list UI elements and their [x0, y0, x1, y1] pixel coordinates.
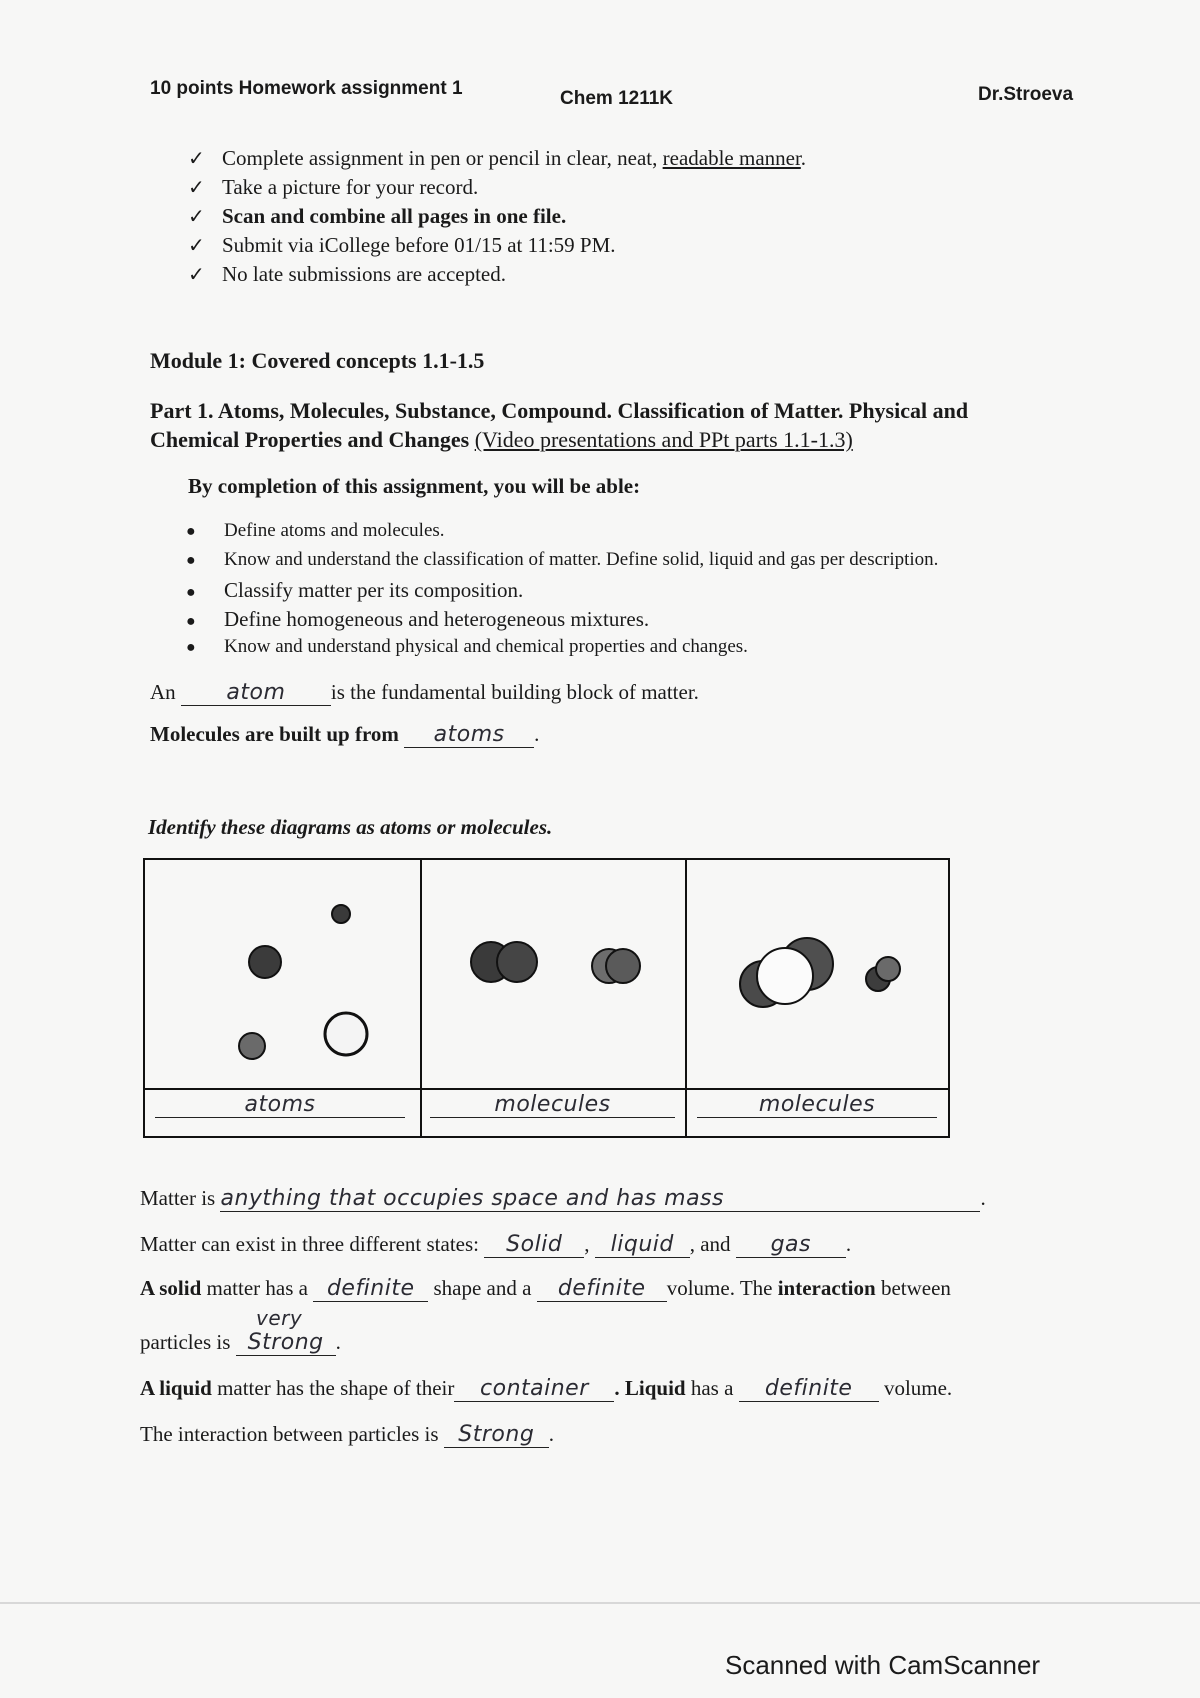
objective-text: Define homogeneous and heterogeneous mixtures. [224, 607, 650, 631]
bullet-icon: ● [186, 584, 196, 601]
objective-text: Define atoms and molecules. [224, 520, 445, 541]
question-atom [150, 680, 699, 706]
answer-matter[interactable]: anything that occupies space and has mass [220, 1187, 980, 1212]
instruction-list [188, 146, 806, 291]
camscanner-watermark: Scanned with CamScanner [725, 1650, 1041, 1680]
check-icon: ✓ [188, 148, 205, 170]
instruction-item [188, 175, 806, 204]
objective-text: Know and understand the classification of matter. Define solid, liquid and gas per description. [224, 549, 939, 570]
check-icon: ✓ [188, 206, 205, 228]
question-text: . [845, 1232, 852, 1256]
question-text: volume. The [666, 1276, 778, 1300]
molecule-atom [876, 957, 900, 981]
check-icon: ✓ [188, 177, 205, 199]
question-text: The interaction between particles is [140, 1422, 444, 1446]
question-solid-interaction [140, 1330, 341, 1356]
question-text: An [150, 680, 181, 704]
instruction-text: Take a picture for your record. [222, 175, 479, 199]
part-heading-line1: Part 1. Atoms, Molecules, Substance, Compound. Classification of Matter. Physical and [150, 398, 969, 423]
question-text: has a [685, 1376, 739, 1400]
objective-text: Classify matter per its composition. [224, 578, 524, 602]
part-heading-line2 [150, 427, 853, 453]
molecule-atom [497, 942, 537, 982]
question-text: matter has a [201, 1276, 314, 1300]
atom-dark [249, 946, 281, 978]
bullet-icon: ● [186, 552, 196, 569]
objective-item [186, 607, 938, 636]
objective-item [186, 520, 938, 549]
question-text: . [548, 1422, 555, 1446]
answer-state-3[interactable]: gas [736, 1233, 846, 1258]
question-text: . [534, 722, 540, 746]
answer-molecule[interactable]: atoms [404, 723, 534, 748]
molecule-atom [606, 949, 640, 983]
scan-edge-line [0, 1602, 1200, 1604]
objectives-list [186, 520, 938, 665]
question-text: A liquid [140, 1376, 212, 1400]
question-text: . [980, 1186, 986, 1210]
answer-atom[interactable]: atom [181, 681, 331, 706]
question-text: . Liquid [614, 1376, 686, 1400]
objective-item [186, 549, 938, 578]
check-icon: ✓ [188, 264, 205, 286]
header-right: Dr.Stroeva [978, 84, 1074, 105]
instruction-text: Scan and combine all pages in one file. [222, 204, 567, 228]
bullet-icon: ● [186, 613, 196, 630]
question-molecule [150, 722, 539, 748]
question-liquid [140, 1376, 952, 1402]
label-row-divider [145, 1088, 948, 1090]
diagram-drawings [145, 860, 950, 1088]
answer-solid-volume[interactable]: definite [537, 1277, 667, 1302]
diagram-prompt: Identify these diagrams as atoms or molecules. [148, 815, 553, 839]
question-text: , and [689, 1232, 736, 1256]
instruction-period: . [800, 146, 807, 170]
instruction-item [188, 262, 806, 291]
answer-solid-shape[interactable]: definite [313, 1277, 428, 1302]
question-text: volume. [878, 1376, 953, 1400]
diagram-answer-3[interactable]: molecules [697, 1092, 937, 1118]
molecule-atom-white [757, 948, 813, 1004]
question-liquid-interaction [140, 1422, 554, 1448]
answer-liquid-volume[interactable]: definite [739, 1377, 879, 1402]
question-solid [140, 1276, 951, 1302]
instruction-text: Complete assignment in pen or pencil in clear, neat, [222, 146, 663, 170]
instruction-text: No late submissions are accepted. [222, 262, 506, 286]
objectives-heading: By completion of this assignment, you will be able: [188, 474, 641, 498]
bullet-icon: ● [186, 523, 196, 540]
module-title: Module 1: Covered concepts 1.1-1.5 [150, 348, 485, 373]
atom-grey [239, 1033, 265, 1059]
answer-solid-note: very [256, 1306, 303, 1330]
instruction-item [188, 146, 806, 175]
question-matter [140, 1186, 986, 1212]
objective-item [186, 636, 938, 665]
video-presentations-link: (Video presentations and PPt parts 1.1-1.3) [474, 427, 853, 452]
header-left: 10 points Homework assignment 1 [150, 78, 463, 99]
atom-white [325, 1013, 367, 1055]
readable-manner-underline: readable manner [662, 146, 801, 170]
diagram-table [143, 858, 950, 1138]
header-center: Chem 1211K [560, 88, 674, 109]
question-text: shape and a [428, 1276, 537, 1300]
question-text: Matter is [140, 1186, 221, 1210]
answer-solid-interaction[interactable]: Strong [236, 1331, 336, 1356]
diagram-answer-1[interactable]: atoms [155, 1092, 405, 1118]
atom-small [332, 905, 350, 923]
answer-state-2[interactable]: liquid [595, 1233, 690, 1258]
objective-item [186, 578, 938, 607]
question-text: , [584, 1232, 595, 1256]
answer-liquid-shape[interactable]: container [454, 1377, 614, 1402]
question-text: is the fundamental building block of matter. [330, 680, 699, 704]
check-icon: ✓ [188, 235, 205, 257]
objective-text: Know and understand physical and chemical properties and changes. [224, 636, 748, 657]
question-states [140, 1232, 851, 1258]
instruction-item [188, 233, 806, 262]
question-text: Matter can exist in three different states: [140, 1232, 485, 1256]
question-text: between [875, 1276, 951, 1300]
diagram-answer-2[interactable]: molecules [430, 1092, 675, 1118]
instruction-text: Submit via iCollege before 01/15 at 11:59 PM. [222, 233, 616, 257]
instruction-item [188, 204, 806, 233]
question-text: interaction [777, 1276, 876, 1300]
question-text: matter has the shape of their [211, 1376, 455, 1400]
question-text: particles is [140, 1330, 236, 1354]
bullet-icon: ● [186, 639, 196, 656]
part-heading-bold: Chemical Properties and Changes [150, 427, 475, 452]
question-text: A solid [140, 1276, 202, 1300]
answer-liquid-interaction[interactable]: Strong [444, 1423, 549, 1448]
question-text: Molecules are built up from [150, 722, 405, 746]
answer-state-1[interactable]: Solid [484, 1233, 584, 1258]
question-text: . [335, 1330, 341, 1354]
